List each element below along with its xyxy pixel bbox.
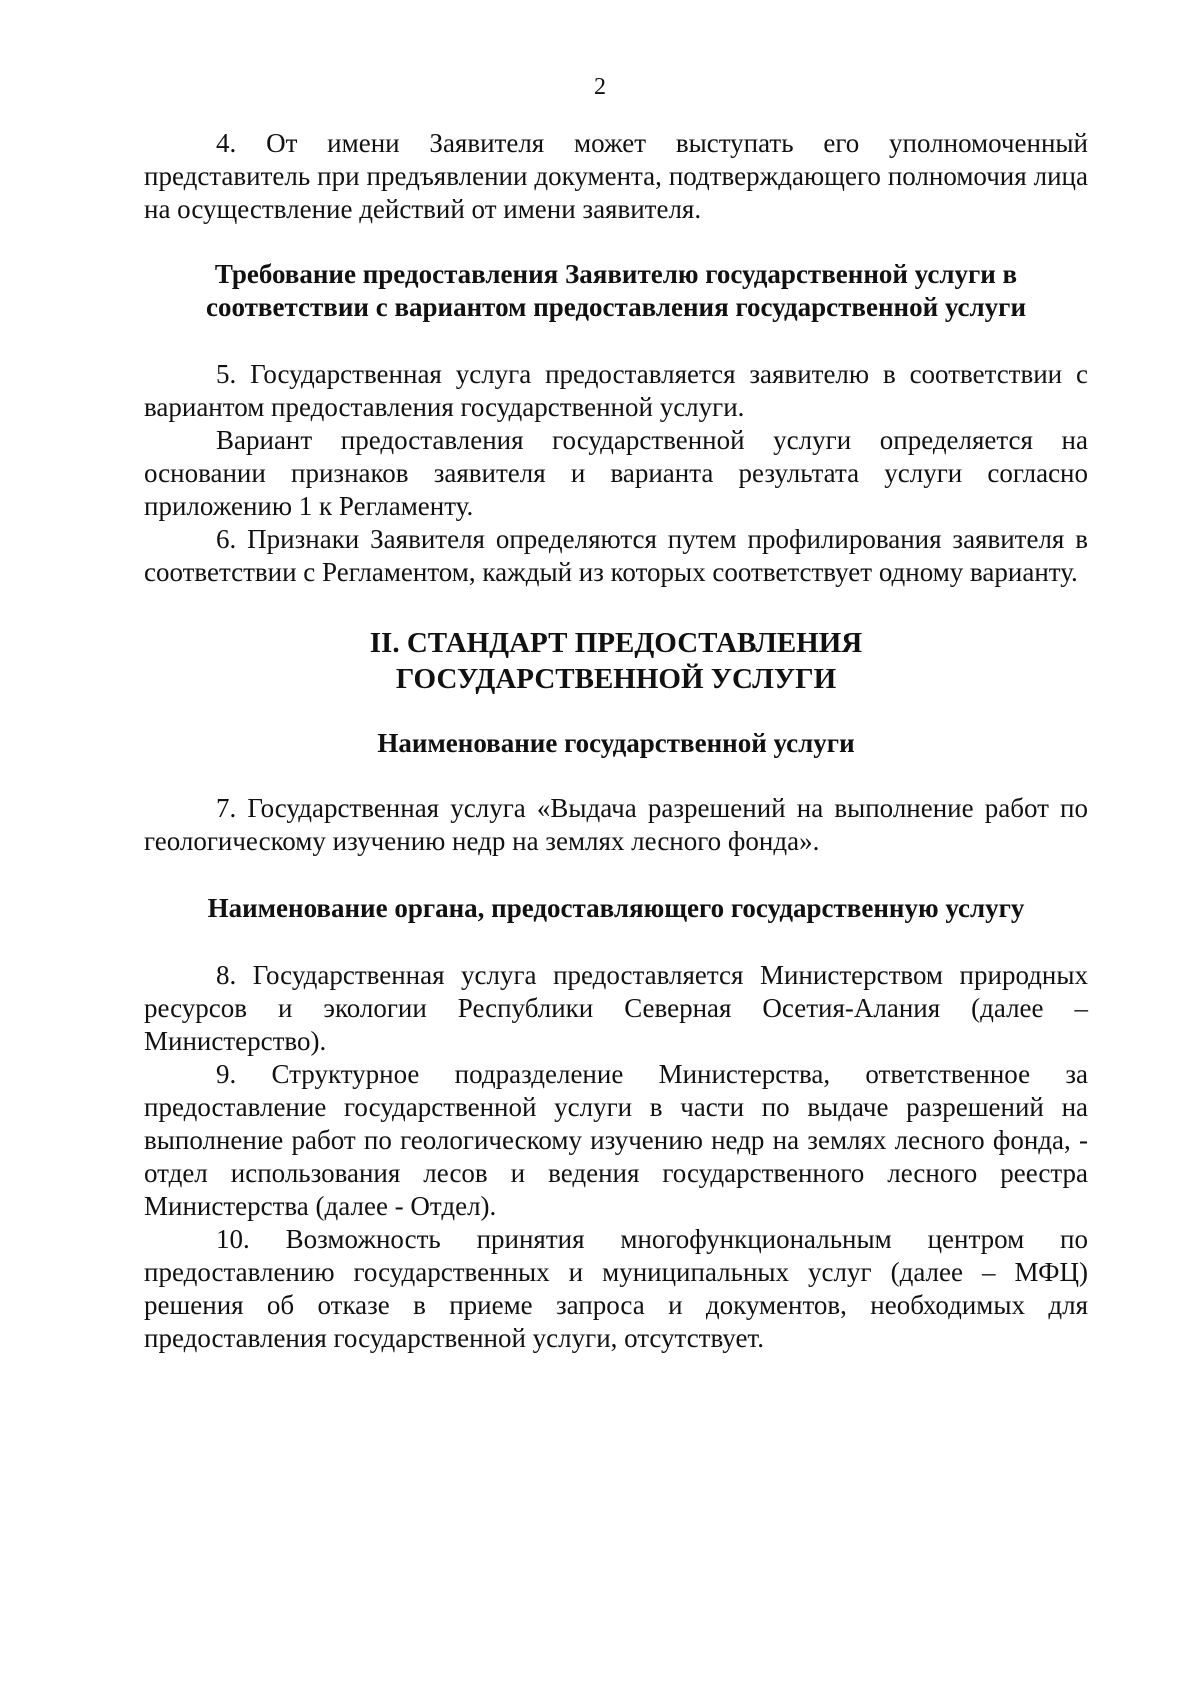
paragraph-9: 9. Структурное подразделение Министерства, ответственное за предоставление государственной услуги в части по выдаче разрешений на выполнение работ по геологическому изучению недр на землях лесного фонда, - отдел использования лесов и ведения государственного лесного реестра Министерства (далее - Отдел). — [144, 1059, 1088, 1221]
heading-service-name: Наименование государственной услуги — [377, 728, 855, 758]
section-title-ii: II. СТАНДАРТ ПРЕДОСТАВЛЕНИЯ ГОСУДАРСТВЕННОЙ УСЛУГИ — [369, 627, 863, 695]
paragraph-4: 4. От имени Заявителя может выступать его уполномоченный представитель при предъявлении документа, подтверждающего полномочия лица на осуществление действий от имени заявителя. — [144, 128, 1088, 224]
paragraph-5-variant: Вариант предоставления государственной услуги определяется на основании признаков заявителя и варианта результата услуги согласно приложению 1 к Регламенту. — [144, 425, 1088, 521]
heading-authority-name: Наименование органа, предоставляющего государственную услугу — [207, 893, 1025, 923]
paragraph-6: 6. Признаки Заявителя определяются путем профилирования заявителя в соответствии с Регламентом, каждый из которых соответствует одному варианту. — [144, 524, 1088, 587]
heading-requirement-variant: Требование предоставления Заявителю государственной услуги в соответствии с вариантом предоставления государственной услуги — [205, 259, 1027, 322]
paragraph-5: 5. Государственная услуга предоставляется заявителю в соответствии с вариантом предоставления государственной услуги. — [144, 359, 1088, 422]
paragraph-7: 7. Государственная услуга «Выдача разрешений на выполнение работ по геологическому изучению недр на землях лесного фонда». — [144, 793, 1088, 856]
page-number: 2 — [594, 74, 606, 100]
paragraph-8: 8. Государственная услуга предоставляется Министерством природных ресурсов и экологии Республики Северная Осетия-Алания (далее – Министерство). — [144, 960, 1088, 1056]
document-body — [144, 127, 1088, 1355]
paragraph-10: 10. Возможность принятия многофункциональным центром по предоставлению государственных и муниципальных услуг (далее – МФЦ) решения об отказе в приеме запроса и документов, необходимых для предоставления государственной услуги, отсутствует. — [144, 1224, 1088, 1353]
